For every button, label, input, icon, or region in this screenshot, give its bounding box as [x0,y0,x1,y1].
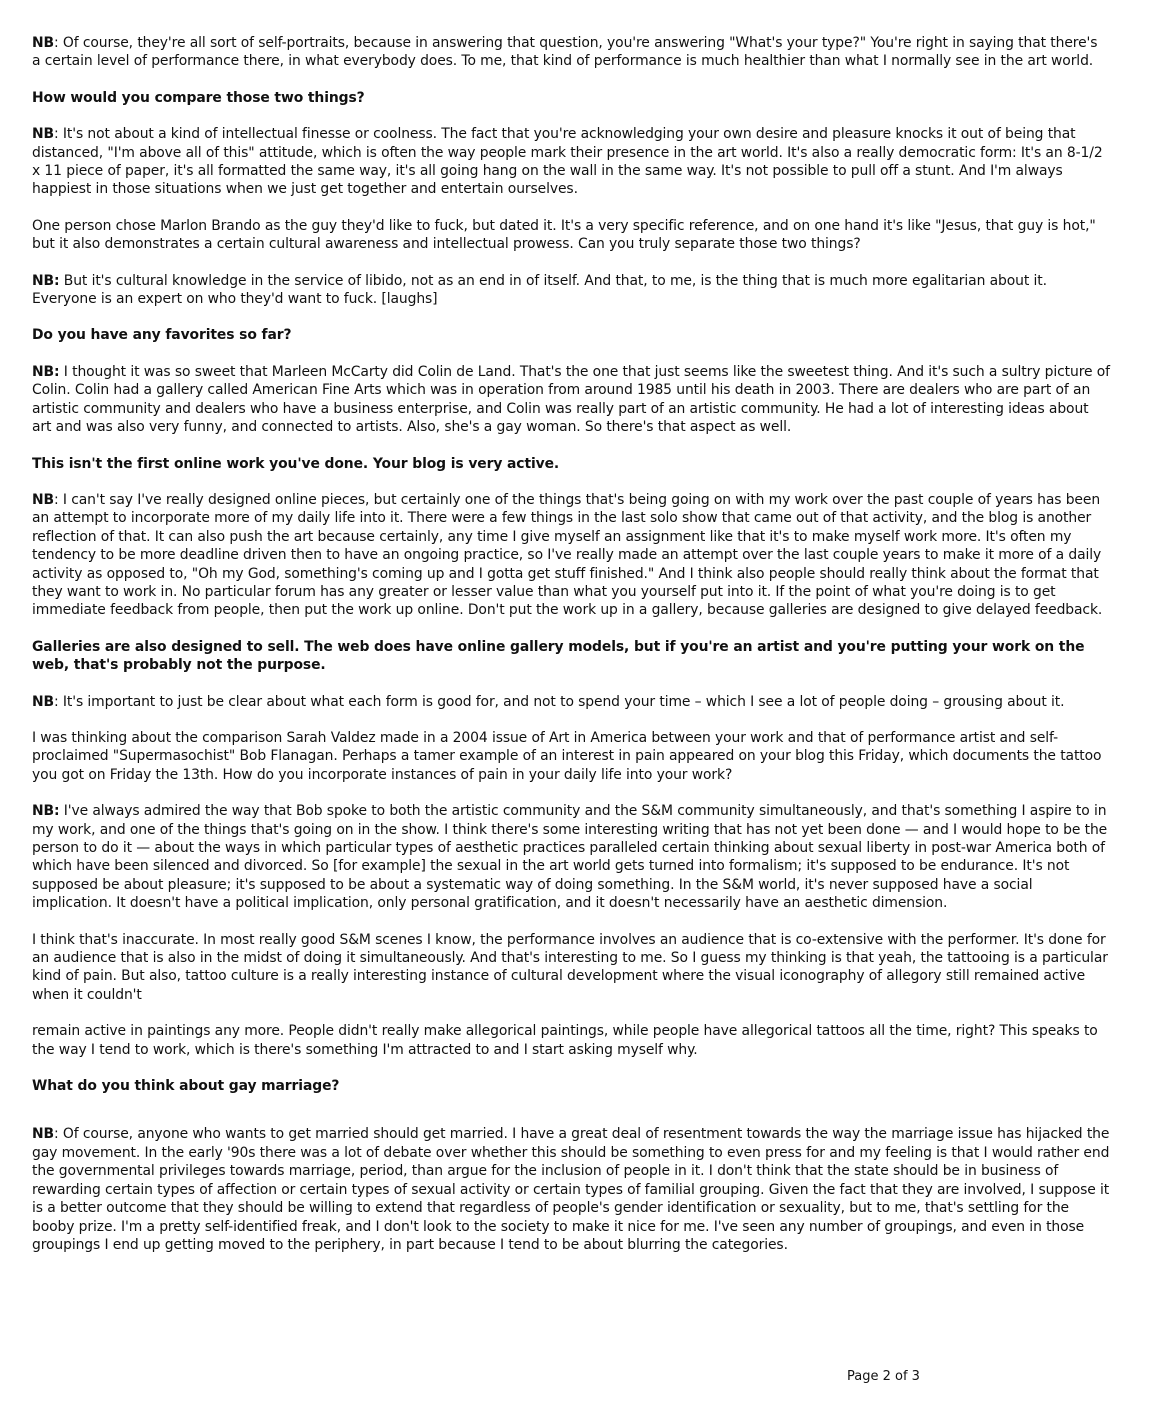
answer-paragraph [32,272,1110,309]
speaker-label: NB [32,126,55,143]
speaker-label: NB: [32,803,60,820]
answer-paragraph [32,491,1110,620]
question-heading: Do you have any favorites so far? [32,327,292,344]
answer-paragraph [32,363,1110,437]
answer-paragraph [32,802,1110,912]
answer-text: : It's not about a kind of intellectual finesse or coolness. The fact that you're acknowledging your own desire and pleasure knocks it out of being that distanced, "I'm above all of this" attitude, which is often the way people mark their presence in the art world. It's also a really democratic form: It's an 8-1/2 x 11 piece of paper, it's all formatted the same way, it's all going hang on the wall in the same way. It's not possible to pull off a stunt. And I'm always happiest in those situations when we just get together and entertain ourselves. [32,126,1103,198]
page-number: Page 2 of 3 [847,1369,920,1384]
question-heading: How would you compare those two things? [32,89,365,106]
answer-paragraph [32,34,1110,71]
answer-text: : It's important to just be clear about what each form is good for, and not to spend your time – which I see a lot of people doing – grousing about it. [54,693,1065,710]
question-heading: Galleries are also designed to sell. The web does have online gallery models, but if you're an artist and you're putting your work on the web, that's probably not the purpose. [32,638,1085,674]
answer-text: : I can't say I've really designed online pieces, but certainly one of the things that's being going on with my work over the past couple of years has been an attempt to incorporate more of my daily life into it. There were a few things in the last solo show that came out of that activity, and the blog is another reflection of that. It can also push the art because certainly, any time I give myself an assignment like that it's to make myself work more. It's often my tendency to be more deadline driven then to have an ongoing practice, so I've really made an attempt over the last couple years to make it more of a daily activity as opposed to, "Oh my God, something's coming up and I gotta get stuff finished." And I think also people should really think about the format that they want to work in. No particular forum has any greater or lesser value than what you yourself put into it. If the point of what you're doing is to get immediate feedback from people, then put the work up online. Don't put the work up in a gallery, because galleries are designed to give delayed feedback. [32,491,1103,619]
question-paragraph: One person chose Marlon Brando as the guy they'd like to fuck, but dated it. It's a very specific reference, and on one hand it's like "Jesus, that guy is hot," but it also demonstrates a certain cultural awareness and intellectual prowess. Can you truly separate those two things? [32,217,1096,253]
answer-continuation: I think that's inaccurate. In most really good S&M scenes I know, the performance involves an audience that is co-extensive with the performer. It's done for an audience that is also in the midst of doing it simultaneously. And that's interesting to me. So I guess my thinking is that yeah, the tattooing is a particular kind of pain. But also, tattoo culture is a really interesting instance of cultural development where the visual iconography of allegory still remained active when it couldn't [32,931,1108,1003]
answer-paragraph [32,693,1110,711]
answer-text: But it's cultural knowledge in the service of libido, not as an end in of itself. And that, to me, is the thing that is much more egalitarian about it. Everyone is an expert on who they'd want to fuck. [laughs] [32,272,1047,308]
answer-text: I thought it was so sweet that Marleen McCarty did Colin de Land. That's the one that just seems like the sweetest thing. And it's such a sultry picture of Colin. Colin had a gallery called American Fine Arts which was in operation from around 1985 until his death in 2003. There are dealers who are part of an artistic community and dealers who have a business enterprise, and Colin was really part of an artistic community. He had a lot of interesting ideas about art and was also very funny, and connected to artists. Also, she's a gay woman. So there's that aspect as well. [32,363,1110,436]
question-heading: This isn't the first online work you've done. Your blog is very active. [32,455,560,472]
speaker-label: NB [32,35,55,51]
interview-document [32,34,1110,1254]
speaker-label: NB [32,491,55,508]
answer-paragraph [32,1125,1110,1254]
speaker-label: NB: [32,272,60,289]
answer-continuation: remain active in paintings any more. People didn't really make allegorical paintings, while people have allegorical tattoos all the time, right? This speaks to the way I tend to work, which is there's something I'm attracted to and I start asking myself why. [32,1023,1098,1058]
speaker-label: NB [32,693,55,710]
answer-text: : Of course, they're all sort of self-portraits, because in answering that question, you're answering "What's your type?" You're right in saying that there's a certain level of performance there, in what everybody does. To me, that kind of performance is much healthier than what I normally see in the art world. [32,35,1098,70]
answer-text: I've always admired the way that Bob spoke to both the artistic community and the S&M community simultaneously, and that's something I aspire to in my work, and one of the things that's going on in the show. I think there's some interesting writing that has not yet been done — and I would hope to be the person to do it — about the ways in which particular types of aesthetic practices paralleled certain thinking about sexual liberty in post-war America both of which have been silenced and divorced. So [for example] the sexual in the art world gets turned into formalism; it's supposed to be endurance. It's not supposed be about pleasure; it's supposed to be about a systematic way of doing something. In the S&M world, it's never supposed have a social implication. It doesn't have a political implication, only personal gratification, and it doesn't necessarily have an aesthetic dimension. [32,803,1108,912]
question-heading: What do you think about gay marriage? [32,1078,340,1095]
speaker-label: NB: [32,363,60,380]
answer-paragraph [32,125,1110,199]
question-paragraph: I was thinking about the comparison Sarah Valdez made in a 2004 issue of Art in America between your work and that of performance artist and self-proclaimed "Supermasochist" Bob Flanagan. Perhaps a tamer example of an interest in pain appeared on your blog this Friday, which documents the tattoo you got on Friday the 13th. How do you incorporate instances of pain in your daily life into your work? [32,729,1102,783]
answer-text: : Of course, anyone who wants to get married should get married. I have a great deal of resentment towards the way the marriage issue has hijacked the gay movement. In the early '90s there was a lot of debate over whether this should be something to even press for and my feeling is that I would rather end the governmental privileges towards marriage, period, than argue for the inclusion of people in it. I don't think that the state should be in business of rewarding certain types of affection or certain types of sexual activity or certain types of familial grouping. Given the fact that they are involved, I suppose it is a better outcome that they should be willing to extend that regardless of people's gender identification or sexuality, but to me, that's settling for the booby prize. I'm a pretty self-identified freak, and I don't look to the society to make it nice for me. I've seen any number of groupings, and even in those groupings I end up getting moved to the periphery, in part because I tend to be about blurring the categories. [32,1126,1110,1253]
speaker-label: NB [32,1126,55,1143]
